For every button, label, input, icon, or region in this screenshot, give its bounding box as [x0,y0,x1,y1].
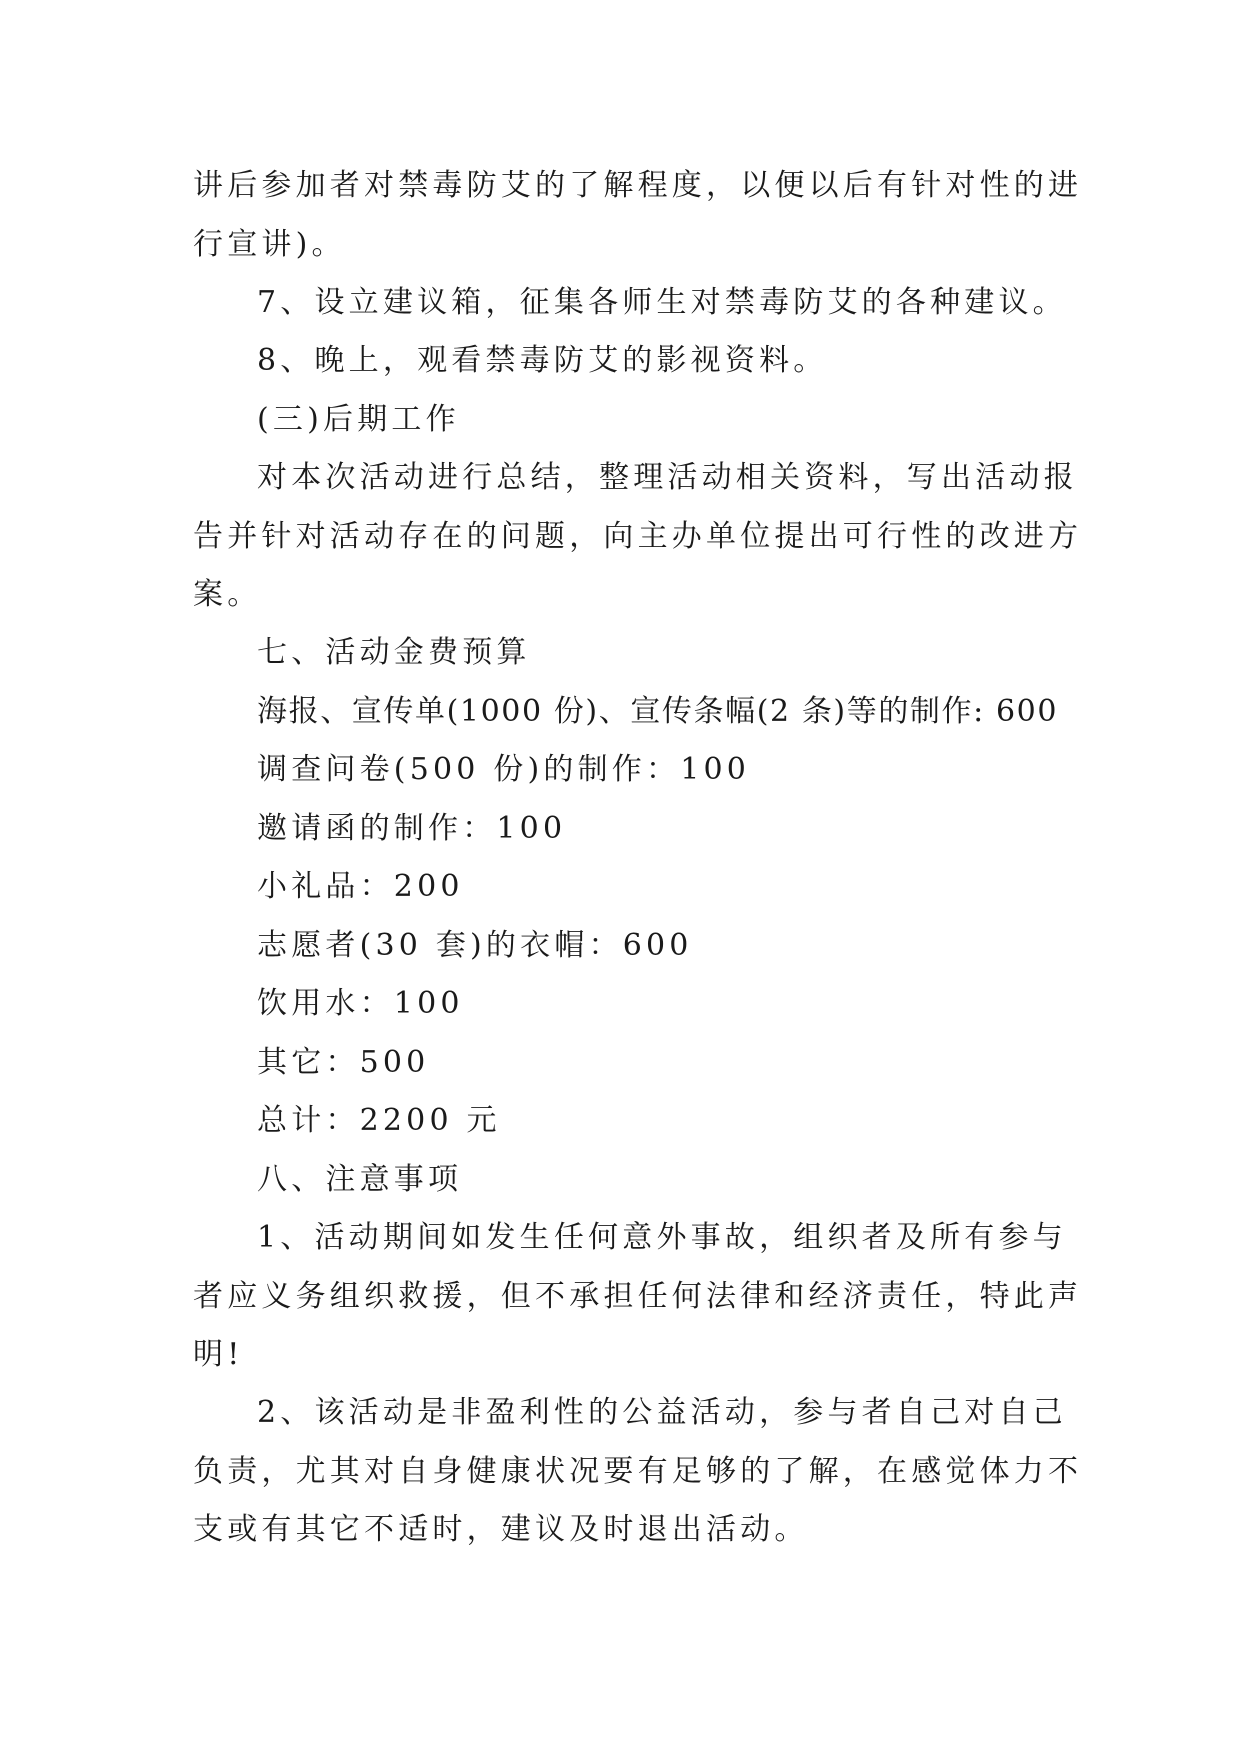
paragraph-line: 案。 [193,577,262,612]
paragraph-line: 海报、宣传单(1000 份)、宣传条幅(2 条)等的制作: 600 [257,694,1059,729]
paragraph-line: 负责，尤其对自身健康状况要有足够的了解，在感觉体力不 [193,1453,1083,1489]
paragraph-line: 讲后参加者对禁毒防艾的了解程度，以便以后有针对性的进 [193,168,1083,203]
note-item-2 [193,1384,1083,1560]
note-item-1 [193,1209,1083,1385]
paragraph-line: 告并针对活动存在的问题，向主办单位提出可行性的改进方 [193,518,1083,554]
paragraph-line: 对本次活动进行总结，整理活动相关资料，写出活动报 [257,460,1078,495]
paragraph-line: 7、设立建议箱，征集各师生对禁毒防艾的各种建议。 [257,285,1067,320]
paragraph-line: 调查问卷(500 份)的制作：100 [257,752,751,787]
heading-line: (三)后期工作 [257,402,460,437]
paragraph-line: 1、活动期间如发生任何意外事故，组织者及所有参与 [257,1220,1067,1255]
paragraph-line: 其它：500 [257,1045,430,1080]
heading-line: 八、注意事项 [257,1162,463,1197]
list-item-8 [193,332,1053,391]
list-item-7 [193,274,1067,333]
section-heading-budget [193,624,1053,683]
budget-item-other [193,1034,1053,1093]
paragraph-line: 小礼品：200 [257,869,464,904]
budget-item-posters [193,683,1059,742]
paragraph-line: 行宣讲)。 [193,226,346,262]
paragraph-line: 总计：2200 元 [257,1103,501,1138]
section-heading-notes [193,1151,1053,1210]
paragraph-line: 志愿者(30 套)的衣帽：600 [257,928,693,963]
budget-item-gifts [193,858,1053,917]
paragraph-line: 邀请函的制作：100 [257,811,567,846]
heading-line: 七、活动金费预算 [257,635,531,670]
paragraph-line: 2、该活动是非盈利性的公益活动，参与者自己对自己 [257,1395,1067,1430]
paragraph-line: 支或有其它不适时，建议及时退出活动。 [193,1512,809,1547]
budget-item-volunteer-clothes [193,917,1053,976]
paragraph-line: 明! [193,1337,244,1372]
paragraph-continued-intro [193,157,1083,274]
budget-item-invitation [193,800,1053,859]
budget-item-survey [193,741,1053,800]
paragraph-line: 者应义务组织救援，但不承担任何法律和经济责任，特此声 [193,1278,1083,1314]
paragraph-line: 饮用水：100 [257,986,464,1021]
section-heading-later-work [193,391,1053,450]
budget-total [193,1092,1053,1151]
paragraph-line: 8、晚上，观看禁毒防艾的影视资料。 [257,343,828,378]
paragraph-later-work [193,449,1083,625]
budget-item-water [193,975,1053,1034]
